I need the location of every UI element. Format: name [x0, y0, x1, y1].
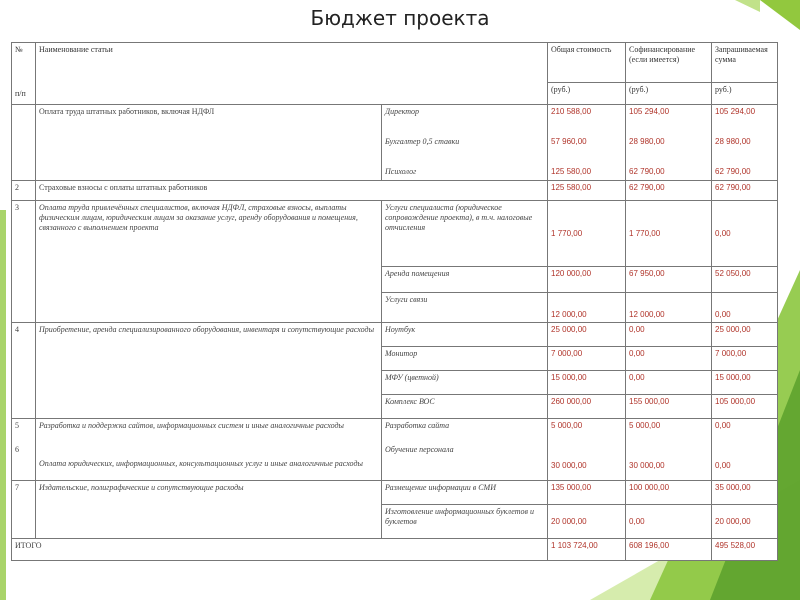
row-cofund-cell: 0,00 — [626, 505, 712, 539]
row-no-cell: 4 — [12, 323, 36, 419]
row-request-cell: 35 000,00 — [712, 481, 778, 505]
row-cofund-cell: 100 000,00 — [626, 481, 712, 505]
row-request-cell: 20 000,00 — [712, 505, 778, 539]
row-total-cell: 25 000,00 — [548, 323, 626, 347]
row-cofund-cell: 62 790,00 — [626, 181, 712, 201]
row-total-cell: 260 000,00 — [548, 395, 626, 419]
budget-table — [11, 42, 778, 561]
row-cofund-cell: 0,00 — [626, 371, 712, 395]
page-title: Бюджет проекта — [310, 6, 490, 30]
row-total-cell: 7 000,00 — [548, 347, 626, 371]
row-no-cell: 7 — [12, 481, 36, 539]
row-total-cell: 12 000,00 — [548, 293, 626, 323]
row-total-cell: 20 000,00 — [548, 505, 626, 539]
row-name-cell: Оплата труда привлечённых специалистов, включая НДФЛ, страховые взносы, выплаты физическим лицам, юридическим лицам за оказание услуг, аренду оборудования и помещения, связанного с выполнением проекта — [36, 201, 382, 323]
row-total-cell: 120 000,00 — [548, 267, 626, 293]
row-name-cell: Страховые взносы с оплаты штатных работников — [36, 181, 548, 201]
row-no-cell: 5 6 — [12, 419, 36, 481]
row-request-cell: 62 790,00 — [712, 181, 778, 201]
row-no-cell: 2 — [12, 181, 36, 201]
row-no-cell — [12, 105, 36, 181]
row-sub-cell: Ноутбук — [382, 323, 548, 347]
row-request-cell: 0,00 0,00 — [712, 419, 778, 481]
decor-left-stripe — [0, 210, 6, 600]
row-total-cell: 15 000,00 — [548, 371, 626, 395]
table-row-total — [12, 539, 778, 561]
row-sub-cell: Изготовление информационных буклетов и буклетов — [382, 505, 548, 539]
row-sub-cell: Услуги специалиста (юридическое сопровождение проекта), в т.ч. налоговые отчисления — [382, 201, 548, 267]
header-request-cell: Запрашиваемая сумма — [712, 43, 778, 83]
row-request-cell: 0,00 — [712, 201, 778, 267]
row-cofund-cell: 1 770,00 — [626, 201, 712, 267]
row-total-cell: 5 000,00 30 000,00 — [548, 419, 626, 481]
row-request-cell: 7 000,00 — [712, 347, 778, 371]
header-cofund-cell: Софинансирование (если имеется) — [626, 43, 712, 83]
unit-request-cell: руб.) — [712, 83, 778, 105]
row-total-cell: 1 770,00 — [548, 201, 626, 267]
row-name-cell: Оплата труда штатных работников, включая НДФЛ — [36, 105, 382, 181]
row-total-cell: 125 580,00 — [548, 181, 626, 201]
row-cofund-cell: 0,00 — [626, 347, 712, 371]
row-cofund-cell: 67 950,00 — [626, 267, 712, 293]
row-request-cell: 105 000,00 — [712, 395, 778, 419]
header-total-cell: Общая стоимость — [548, 43, 626, 83]
row-name-cell: Разработка и поддержка сайтов, информационных систем и иные аналогичные расходы Оплата юридических, информационных, консультационных услуг и иные аналогичные расходы — [36, 419, 382, 481]
row-total-cell: 210 588,00 57 960,00 125 580,00 — [548, 105, 626, 181]
table-row-website-training — [12, 419, 778, 481]
row-total-cell: 135 000,00 — [548, 481, 626, 505]
table-header-row — [12, 43, 778, 83]
unit-cofund-cell: (руб.) — [626, 83, 712, 105]
row-sub-cell: Размещение информации в СМИ — [382, 481, 548, 505]
table-row-laptop — [12, 323, 778, 347]
row-cofund-cell: 105 294,00 28 980,00 62 790,00 — [626, 105, 712, 181]
total-request-cell: 495 528,00 — [712, 539, 778, 561]
table-row-insurance — [12, 181, 778, 201]
row-cofund-cell: 0,00 — [626, 323, 712, 347]
total-sum-cell: 1 103 724,00 — [548, 539, 626, 561]
row-request-cell: 105 294,00 28 980,00 62 790,00 — [712, 105, 778, 181]
row-sub-cell: Монитор — [382, 347, 548, 371]
row-cofund-cell: 155 000,00 — [626, 395, 712, 419]
row-request-cell: 15 000,00 — [712, 371, 778, 395]
row-request-cell: 25 000,00 — [712, 323, 778, 347]
total-cofund-cell: 608 196,00 — [626, 539, 712, 561]
row-sub-cell: Комплекс ВОС — [382, 395, 548, 419]
row-sub-cell: Разработка сайта Обучение персонала — [382, 419, 548, 481]
header-no-cell: № п/п — [12, 43, 36, 105]
row-sub-cell: Аренда помещения — [382, 267, 548, 293]
table-row-salary — [12, 105, 778, 181]
row-sub-cell: Директор Бухгалтер 0,5 ставки Психолог — [382, 105, 548, 181]
row-no-cell: 3 — [12, 201, 36, 323]
row-name-cell: Издательские, полиграфические и сопутствующие расходы — [36, 481, 382, 539]
row-cofund-cell: 12 000,00 — [626, 293, 712, 323]
unit-total-cell: (руб.) — [548, 83, 626, 105]
row-request-cell: 0,00 — [712, 293, 778, 323]
row-request-cell: 52 050,00 — [712, 267, 778, 293]
row-sub-cell: Услуги связи — [382, 293, 548, 323]
total-label-cell: ИТОГО — [12, 539, 548, 561]
table-row-media — [12, 481, 778, 505]
row-name-cell: Приобретение, аренда специализированного оборудования, инвентаря и сопутствующие расходы — [36, 323, 382, 419]
row-cofund-cell: 5 000,00 30 000,00 — [626, 419, 712, 481]
header-name-cell: Наименование статьи — [36, 43, 548, 105]
row-sub-cell: МФУ (цветной) — [382, 371, 548, 395]
table-row-specialists — [12, 201, 778, 267]
